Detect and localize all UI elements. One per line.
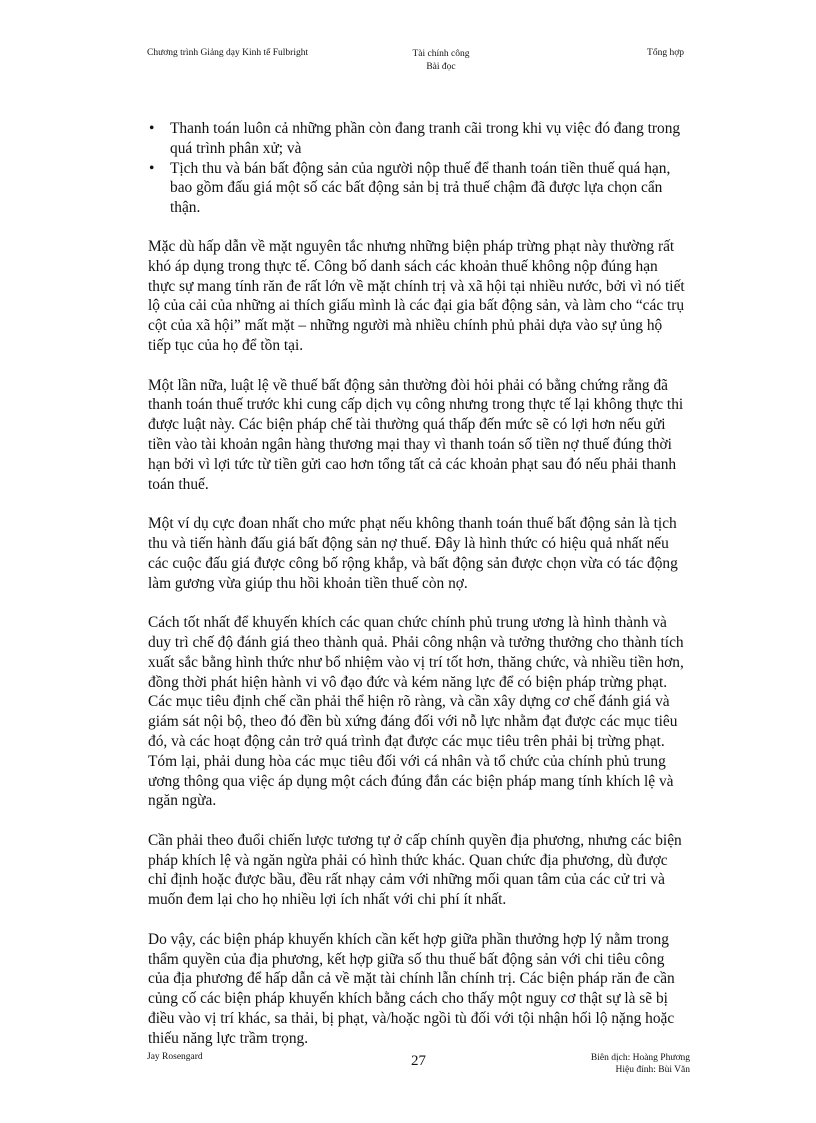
paragraph: Cách tốt nhất để khuyến khích các quan chức chính phủ trung ương là hình thành và duy trì chế độ đánh giá theo thành quả. Phải công nhận và tưởng thưởng cho thành tích xuất sắc bằng hình thức như bổ nhiệm vào vị trí tốt hơn, thăng chức, và nhiều tiền hơn, đồng thời phát hiện hành vi vô đạo đức và kém năng lực để có biện pháp trừng phạt. Các mục tiêu định chế cần phải thể hiện rõ ràng, và cần xây dựng cơ chế đánh giá và giám sát nội bộ, theo đó đền bù xứng đáng đối với nỗ lực nhằm đạt được các mục tiêu đó, và các hoạt động cản trở quá trình đạt được các mục tiêu trên phải bị trừng phạt. Tóm lại, phải dung hòa các mục tiêu đối với cá nhân và tổ chức của chính phủ trung ương thông qua việc áp dụng một cách đúng đắn các biện pháp mang tính khích lệ và ngăn ngừa. (148, 614, 684, 810)
paragraph: Cần phải theo đuổi chiến lược tương tự ở cấp chính quyền địa phương, nhưng các biện pháp khích lệ và ngăn ngừa phải có hình thức khác. Quan chức địa phương, dù được chỉ định hoặc được bầu, đều rất nhạy cảm với những mối quan tâm của các cử tri và muốn đem lại cho họ nhiều lợi ích nhất với chi phí ít nhất. (148, 831, 682, 909)
bullet-list (148, 119, 688, 218)
bullet-item: • Tịch thu và bán bất động sản của người nộp thuế để thanh toán tiền thuế quá hạn, bao gồm đấu giá một số các bất động sản bị trả thuế chậm đã được lựa chọn cẩn thận. (148, 159, 688, 218)
header-course-title (395, 48, 487, 74)
paragraph: Một lần nữa, luật lệ về thuế bất động sản thường đòi hỏi phải có bằng chứng rằng đã thanh toán thuế trước khi cung cấp dịch vụ công nhưng trong thực tế lại không thực thi được luật này. Các biện pháp chế tài thường quá thấp đến mức sẽ có lợi hơn nếu gửi tiền vào tài khoản ngân hàng thương mại thay vì thanh toán số tiền nợ thuế đúng thời hạn bởi vì lợi tức từ tiền gửi cao hơn tổng tất cả các khoản phạt sau đó nếu phải thanh toán thuế. (148, 376, 684, 493)
paragraph: Mặc dù hấp dẫn về mặt nguyên tắc nhưng những biện pháp trừng phạt này thường rất khó áp dụng trong thực tế. Công bố danh sách các khoản thuế không nộp đúng hạn thực sự mang tính răn đe rất lớn về mặt chính trị và xã hội tại nhiều nước, bởi vì nó tiết lộ của cải của những ai thích giấu mình là các đại gia bất động sản, và làm cho “các trụ cột của xã hội” mất mặt – những người mà nhiều chính phủ phải dựa vào sự ủng hộ tiếp tục của họ để tồn tại. (148, 237, 685, 354)
page-number: 27 (411, 1053, 426, 1069)
header-course-name: Tài chính công (412, 49, 470, 59)
footer-author: Jay Rosengard (147, 1052, 203, 1062)
footer-translator: Biên dịch: Hoàng Phương (590, 1053, 690, 1063)
header-reading-label: Bài đọc (426, 62, 456, 72)
paragraph: Do vậy, các biện pháp khuyến khích cần kết hợp giữa phần thưởng hợp lý nằm trong thẩm quyền của địa phương, kết hợp giữa số thu thuế bất động sản với chi tiêu công của địa phương để hấp dẫn cả về mặt tài chính lẫn chính trị. Các biện pháp răn đe cần củng cố các biện pháp khuyến khích bằng cách cho thấy một nguy cơ thật sự là sẽ bị điều vào vị trí khác, sa thải, bị phạt, và/hoặc ngồi tù đối với tội nhận hối lộ nặng hoặc thiếu năng lực trầm trọng. (148, 930, 675, 1047)
footer-credits (591, 1052, 690, 1076)
header-section-label: Tổng hợp (647, 48, 684, 58)
bullet-item: • Thanh toán luôn cả những phần còn đang tranh cãi trong khi vụ việc đó đang trong quá trình phân xử; và (148, 119, 688, 159)
page-header (147, 48, 684, 82)
footer-editor: Hiệu đính: Bùi Văn (615, 1065, 690, 1075)
page-footer (147, 1048, 690, 1078)
document-body (148, 119, 688, 1068)
header-program-name: Chương trình Giảng dạy Kinh tế Fulbright (147, 48, 309, 58)
paragraph: Một ví dụ cực đoan nhất cho mức phạt nếu không thanh toán thuế bất động sản là tịch thu và tiến hành đấu giá bất động sản nợ thuế. Đây là hình thức có hiệu quả nhất nếu các cuộc đấu giá được công bố rộng khắp, và bất động sản được chọn vừa có tác động làm gương vừa giúp thu hồi khoản tiền thuế còn nợ. (148, 515, 678, 592)
